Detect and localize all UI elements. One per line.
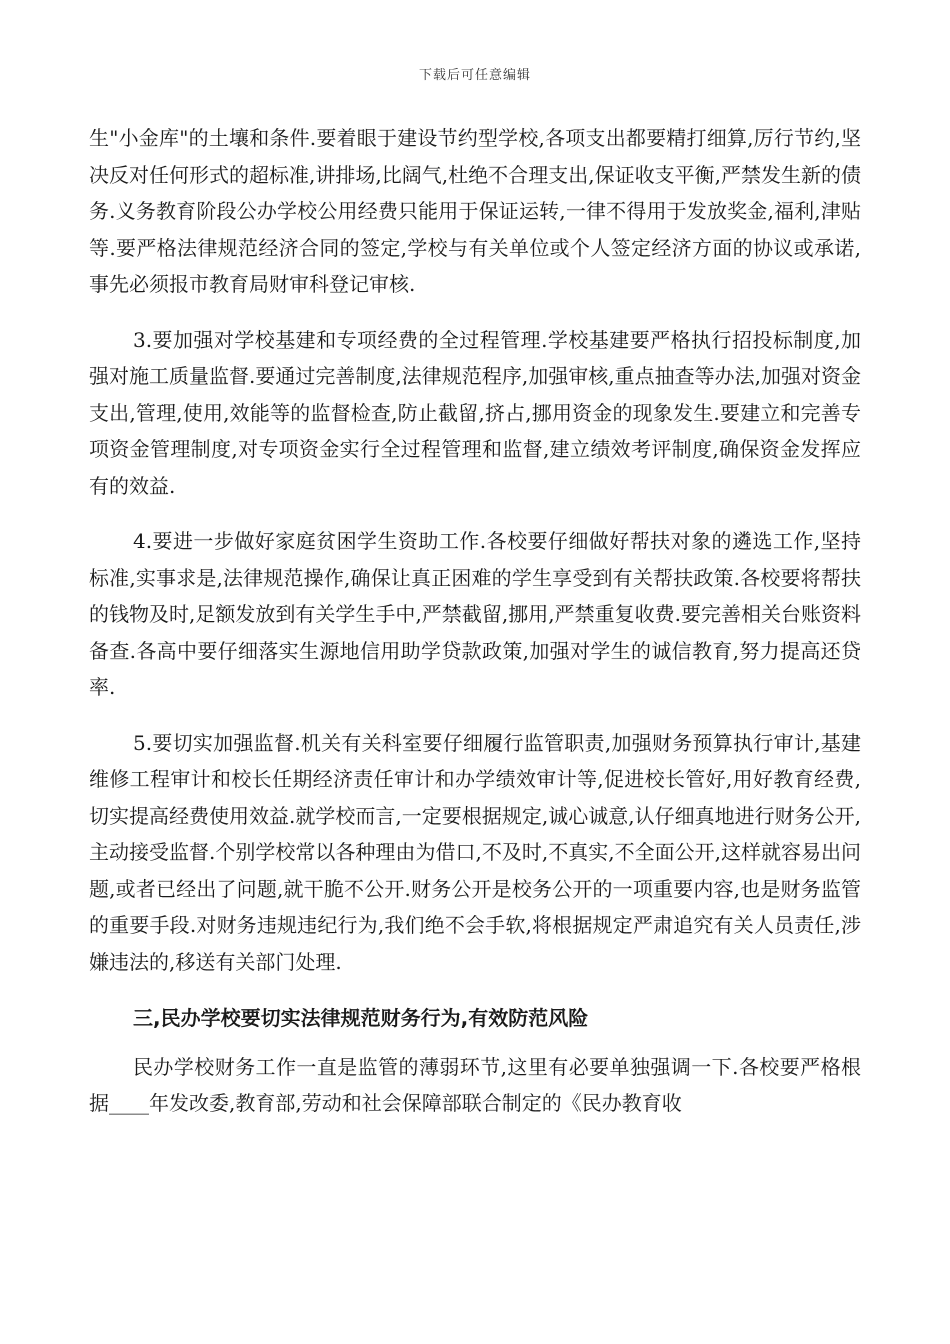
paragraph-item-5: 5.要切实加强监督.机关有关科室要仔细履行监管职责,加强财务预算执行审计,基建维修工程审计和校长任期经济责任审计和办学绩效审计等,促进校长管好,用好教育经费,切实提高经费使用效益.就学校而言,一定要根据规定,诚心诚意,认仔细真地进行财务公开,主动接受监督.个别学校常以各种理由为借口,不及时,不真实,不全面公开,这样就容易出问题,或者已经出了问题,就干脆不公开.财务公开是校务公开的一项重要内容,也是财务监管的重要手段.对财务违规违纪行为,我们绝不会手软,将根据规定严肃追究有关人员责任,涉嫌违法的,移送有关部门处理. [89, 730, 861, 974]
paragraph-item-3: 3.要加强对学校基建和专项经费的全过程管理.学校基建要严格执行招投标制度,加强对施工质量监督.要通过完善制度,法律规范程序,加强审核,重点抽查等办法,加强对资金支出,管理,使用,效能等的监督检查,防止截留,挤占,挪用资金的现象发生.要建立和完善专项资金管理制度,对专项资金实行全过程管理和监督,建立绩效考评制度,确保资金发挥应有的效益. [89, 327, 861, 498]
paragraph-continued: 生"小金库"的土壤和条件.要着眼于建设节约型学校,各项支出都要精打细算,厉行节约,坚决反对任何形式的超标准,讲排场,比阔气,杜绝不合理支出,保证收支平衡,严禁发生新的债务.义务教育阶段公办学校公用经费只能用于保证运转,一律不得用于发放奖金,福利,津贴等.要严格法律规范经济合同的签定,学校与有关单位或个人签定经济方面的协议或承诺,事先必须报市教育局财审科登记审核. [89, 126, 861, 296]
page-header-note: 下载后可任意编辑 [418, 68, 531, 83]
paragraph-item-4: 4.要进一步做好家庭贫困学生资助工作.各校要仔细做好帮扶对象的遴选工作,坚持标准,实事求是,法律规范操作,确保让真正困难的学生享受到有关帮扶政策.各校要将帮扶的钱物及时,足额发放到有关学生手中,严禁截留,挪用,严禁重复收费.要完善相关台账资料备查.各高中要仔细落实生源地信用助学贷款政策,加强对学生的诚信教育,努力提高还贷率. [89, 529, 861, 699]
document-body [89, 120, 861, 1122]
section-heading-3: 三,民办学校要切实法律规范财务行为,有效防范风险 [133, 1006, 589, 1030]
paragraph-private-schools: 民办学校财务工作一直是监管的薄弱环节,这里有必要单独强调一下.各校要严格根据____年发改委,教育部,劳动和社会保障部联合制定的《民办教育收 [89, 1054, 861, 1115]
